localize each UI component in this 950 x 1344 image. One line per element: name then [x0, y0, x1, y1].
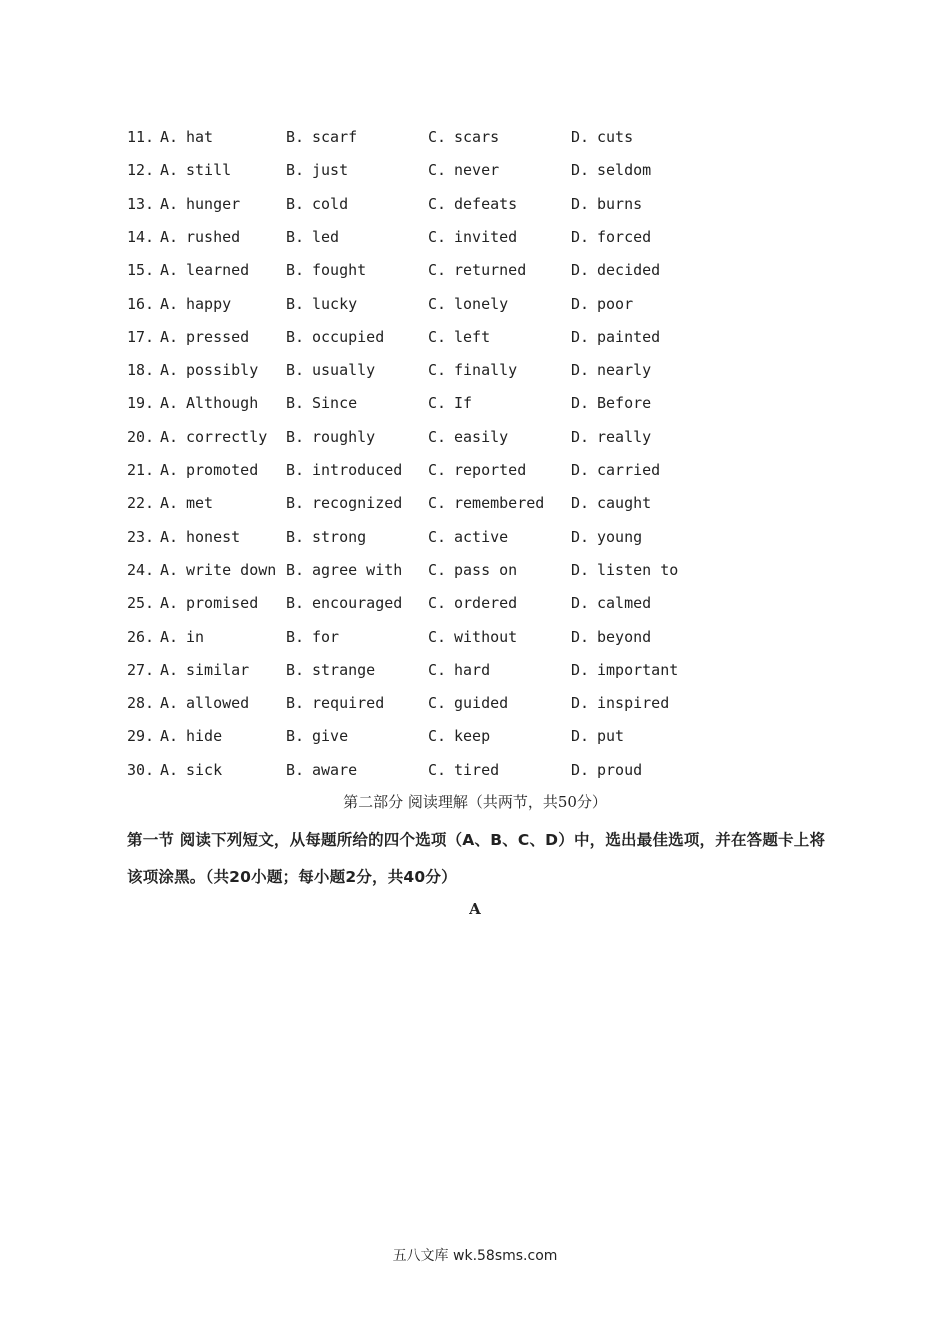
option-a-letter: A.	[160, 128, 179, 146]
option-d-letter: D.	[571, 361, 590, 379]
option-c-letter: C.	[428, 295, 447, 313]
option-c-letter: C.	[428, 727, 447, 745]
option-b-letter: B.	[286, 661, 305, 679]
option-b-letter: B.	[286, 361, 305, 379]
option-b-text: recognized	[312, 494, 403, 512]
option-b-text: required	[312, 694, 385, 712]
option-a-text: learned	[186, 261, 250, 279]
option-c-text: pass on	[454, 561, 518, 579]
option-a-text: still	[186, 161, 232, 179]
option-d-text: listen to	[597, 561, 679, 579]
option-d-letter: D.	[571, 461, 590, 479]
option-b-text: aware	[312, 761, 358, 779]
option-b-letter: B.	[286, 594, 305, 612]
option-d-letter: D.	[571, 394, 590, 412]
option-c-letter: C.	[428, 128, 447, 146]
option-b-letter: B.	[286, 161, 305, 179]
question-number: 25.	[127, 594, 155, 612]
question-number: 24.	[127, 561, 155, 579]
option-a-text: allowed	[186, 694, 250, 712]
option-d-text: seldom	[597, 161, 652, 179]
option-d-letter: D.	[571, 594, 590, 612]
option-b-text: give	[312, 727, 349, 745]
option-b-text: agree with	[312, 561, 403, 579]
option-b-text: just	[312, 161, 349, 179]
option-d-text: calmed	[597, 594, 652, 612]
option-a-letter: A.	[160, 661, 179, 679]
question-number: 13.	[127, 195, 155, 213]
option-a-letter: A.	[160, 361, 179, 379]
option-d-letter: D.	[571, 761, 590, 779]
option-c-text: ordered	[454, 594, 518, 612]
option-a-letter: A.	[160, 628, 179, 646]
option-d-letter: D.	[571, 628, 590, 646]
option-d-letter: D.	[571, 528, 590, 546]
option-a-text: rushed	[186, 228, 241, 246]
option-a-letter: A.	[160, 394, 179, 412]
option-b-letter: B.	[286, 228, 305, 246]
option-a-text: hide	[186, 727, 223, 745]
option-c-letter: C.	[428, 394, 447, 412]
option-b-letter: B.	[286, 528, 305, 546]
question-row	[0, 758, 950, 782]
option-c-text: without	[454, 628, 518, 646]
option-b-letter: B.	[286, 394, 305, 412]
option-c-text: left	[454, 328, 491, 346]
option-a-text: promised	[186, 594, 259, 612]
option-a-text: promoted	[186, 461, 259, 479]
option-c-letter: C.	[428, 361, 447, 379]
question-number: 23.	[127, 528, 155, 546]
question-number: 20.	[127, 428, 155, 446]
option-d-letter: D.	[571, 561, 590, 579]
question-row	[0, 458, 950, 482]
option-c-letter: C.	[428, 328, 447, 346]
part-two-title: 第二部分 阅读理解（共两节，共50分）	[343, 793, 607, 811]
option-b-letter: B.	[286, 761, 305, 779]
option-d-text: burns	[597, 195, 643, 213]
option-b-text: roughly	[312, 428, 376, 446]
option-c-letter: C.	[428, 228, 447, 246]
option-b-text: encouraged	[312, 594, 403, 612]
option-c-letter: C.	[428, 561, 447, 579]
option-d-letter: D.	[571, 261, 590, 279]
option-a-letter: A.	[160, 161, 179, 179]
question-row	[0, 125, 950, 149]
question-number: 16.	[127, 295, 155, 313]
option-c-letter: C.	[428, 594, 447, 612]
question-number: 29.	[127, 727, 155, 745]
option-a-text: similar	[186, 661, 250, 679]
option-d-letter: D.	[571, 661, 590, 679]
option-a-text: in	[186, 628, 205, 646]
option-b-letter: B.	[286, 628, 305, 646]
option-c-text: remembered	[454, 494, 545, 512]
option-a-text: possibly	[186, 361, 259, 379]
option-d-text: really	[597, 428, 652, 446]
option-a-text: correctly	[186, 428, 268, 446]
question-number: 17.	[127, 328, 155, 346]
question-number: 11.	[127, 128, 155, 146]
option-d-text: caught	[597, 494, 652, 512]
question-number: 21.	[127, 461, 155, 479]
question-row	[0, 292, 950, 316]
option-b-text: Since	[312, 394, 358, 412]
option-a-text: met	[186, 494, 214, 512]
option-d-text: Before	[597, 394, 652, 412]
option-c-text: keep	[454, 727, 491, 745]
option-b-text: lucky	[312, 295, 358, 313]
question-number: 22.	[127, 494, 155, 512]
option-c-text: reported	[454, 461, 527, 479]
option-c-text: hard	[454, 661, 491, 679]
option-a-letter: A.	[160, 694, 179, 712]
option-d-text: young	[597, 528, 643, 546]
option-b-letter: B.	[286, 561, 305, 579]
option-c-letter: C.	[428, 195, 447, 213]
option-c-text: tired	[454, 761, 500, 779]
option-a-letter: A.	[160, 561, 179, 579]
option-a-letter: A.	[160, 261, 179, 279]
option-a-letter: A.	[160, 727, 179, 745]
option-b-text: cold	[312, 195, 349, 213]
option-d-text: beyond	[597, 628, 652, 646]
option-d-letter: D.	[571, 428, 590, 446]
section-one-instructions: 第一节 阅读下列短文，从每题所给的四个选项（A、B、C、D）中，选出最佳选项，并在答题卡上将该项涂黑。（共20小题；每小题2分，共40分）	[127, 831, 826, 886]
option-c-letter: C.	[428, 761, 447, 779]
option-a-text: hunger	[186, 195, 241, 213]
question-number: 18.	[127, 361, 155, 379]
option-d-text: cuts	[597, 128, 634, 146]
question-row	[0, 225, 950, 249]
option-c-letter: C.	[428, 428, 447, 446]
option-b-letter: B.	[286, 295, 305, 313]
question-row	[0, 558, 950, 582]
option-c-text: defeats	[454, 195, 518, 213]
question-row	[0, 525, 950, 549]
option-a-letter: A.	[160, 195, 179, 213]
option-c-text: never	[454, 161, 500, 179]
option-b-text: for	[312, 628, 340, 646]
option-a-letter: A.	[160, 228, 179, 246]
option-b-letter: B.	[286, 694, 305, 712]
option-d-letter: D.	[571, 128, 590, 146]
option-b-letter: B.	[286, 727, 305, 745]
option-a-letter: A.	[160, 761, 179, 779]
option-c-text: finally	[454, 361, 518, 379]
question-row	[0, 425, 950, 449]
option-b-letter: B.	[286, 428, 305, 446]
option-a-text: write down	[186, 561, 277, 579]
question-row	[0, 258, 950, 282]
option-a-text: happy	[186, 295, 232, 313]
question-row	[0, 192, 950, 216]
question-row	[0, 625, 950, 649]
question-row	[0, 591, 950, 615]
question-row	[0, 358, 950, 382]
option-c-letter: C.	[428, 661, 447, 679]
question-number: 14.	[127, 228, 155, 246]
question-row	[0, 391, 950, 415]
option-c-text: returned	[454, 261, 527, 279]
question-row	[0, 491, 950, 515]
option-d-text: painted	[597, 328, 661, 346]
option-c-letter: C.	[428, 261, 447, 279]
option-c-text: guided	[454, 694, 509, 712]
option-a-letter: A.	[160, 295, 179, 313]
option-a-letter: A.	[160, 528, 179, 546]
option-c-letter: C.	[428, 694, 447, 712]
option-d-text: put	[597, 727, 625, 745]
option-b-text: fought	[312, 261, 367, 279]
option-b-letter: B.	[286, 494, 305, 512]
footer-watermark: 五八文库 wk.58sms.com	[392, 1248, 558, 1264]
option-b-text: scarf	[312, 128, 358, 146]
option-b-letter: B.	[286, 328, 305, 346]
option-b-letter: B.	[286, 128, 305, 146]
option-a-text: hat	[186, 128, 214, 146]
option-d-text: nearly	[597, 361, 652, 379]
option-c-letter: C.	[428, 494, 447, 512]
option-c-text: lonely	[454, 295, 509, 313]
option-d-letter: D.	[571, 295, 590, 313]
option-d-text: inspired	[597, 694, 670, 712]
option-a-letter: A.	[160, 328, 179, 346]
option-d-letter: D.	[571, 161, 590, 179]
option-c-text: scars	[454, 128, 500, 146]
option-b-letter: B.	[286, 195, 305, 213]
option-c-letter: C.	[428, 628, 447, 646]
option-c-text: If	[454, 394, 473, 412]
option-a-letter: A.	[160, 494, 179, 512]
option-c-text: active	[454, 528, 509, 546]
passage-label: A	[469, 900, 481, 918]
option-b-text: strong	[312, 528, 367, 546]
option-d-text: forced	[597, 228, 652, 246]
option-c-text: easily	[454, 428, 509, 446]
option-d-text: carried	[597, 461, 661, 479]
question-number: 30.	[127, 761, 155, 779]
option-a-letter: A.	[160, 461, 179, 479]
option-d-letter: D.	[571, 727, 590, 745]
option-a-text: pressed	[186, 328, 250, 346]
option-c-text: invited	[454, 228, 518, 246]
option-d-text: proud	[597, 761, 643, 779]
option-d-letter: D.	[571, 694, 590, 712]
question-row	[0, 158, 950, 182]
question-number: 19.	[127, 394, 155, 412]
option-b-letter: B.	[286, 461, 305, 479]
option-d-text: poor	[597, 295, 634, 313]
option-b-text: usually	[312, 361, 376, 379]
option-c-letter: C.	[428, 528, 447, 546]
option-a-letter: A.	[160, 428, 179, 446]
question-number: 27.	[127, 661, 155, 679]
option-c-letter: C.	[428, 161, 447, 179]
option-a-text: honest	[186, 528, 241, 546]
question-number: 12.	[127, 161, 155, 179]
option-a-letter: A.	[160, 594, 179, 612]
option-d-text: important	[597, 661, 679, 679]
option-d-letter: D.	[571, 195, 590, 213]
question-row	[0, 691, 950, 715]
option-d-letter: D.	[571, 228, 590, 246]
question-row	[0, 724, 950, 748]
option-a-text: sick	[186, 761, 223, 779]
question-number: 15.	[127, 261, 155, 279]
option-a-text: Although	[186, 394, 259, 412]
option-d-text: decided	[597, 261, 661, 279]
option-b-letter: B.	[286, 261, 305, 279]
question-number: 28.	[127, 694, 155, 712]
question-row	[0, 325, 950, 349]
question-number: 26.	[127, 628, 155, 646]
option-b-text: introduced	[312, 461, 403, 479]
option-d-letter: D.	[571, 328, 590, 346]
question-row	[0, 658, 950, 682]
option-c-letter: C.	[428, 461, 447, 479]
option-b-text: strange	[312, 661, 376, 679]
option-b-text: occupied	[312, 328, 385, 346]
option-d-letter: D.	[571, 494, 590, 512]
option-b-text: led	[312, 228, 340, 246]
